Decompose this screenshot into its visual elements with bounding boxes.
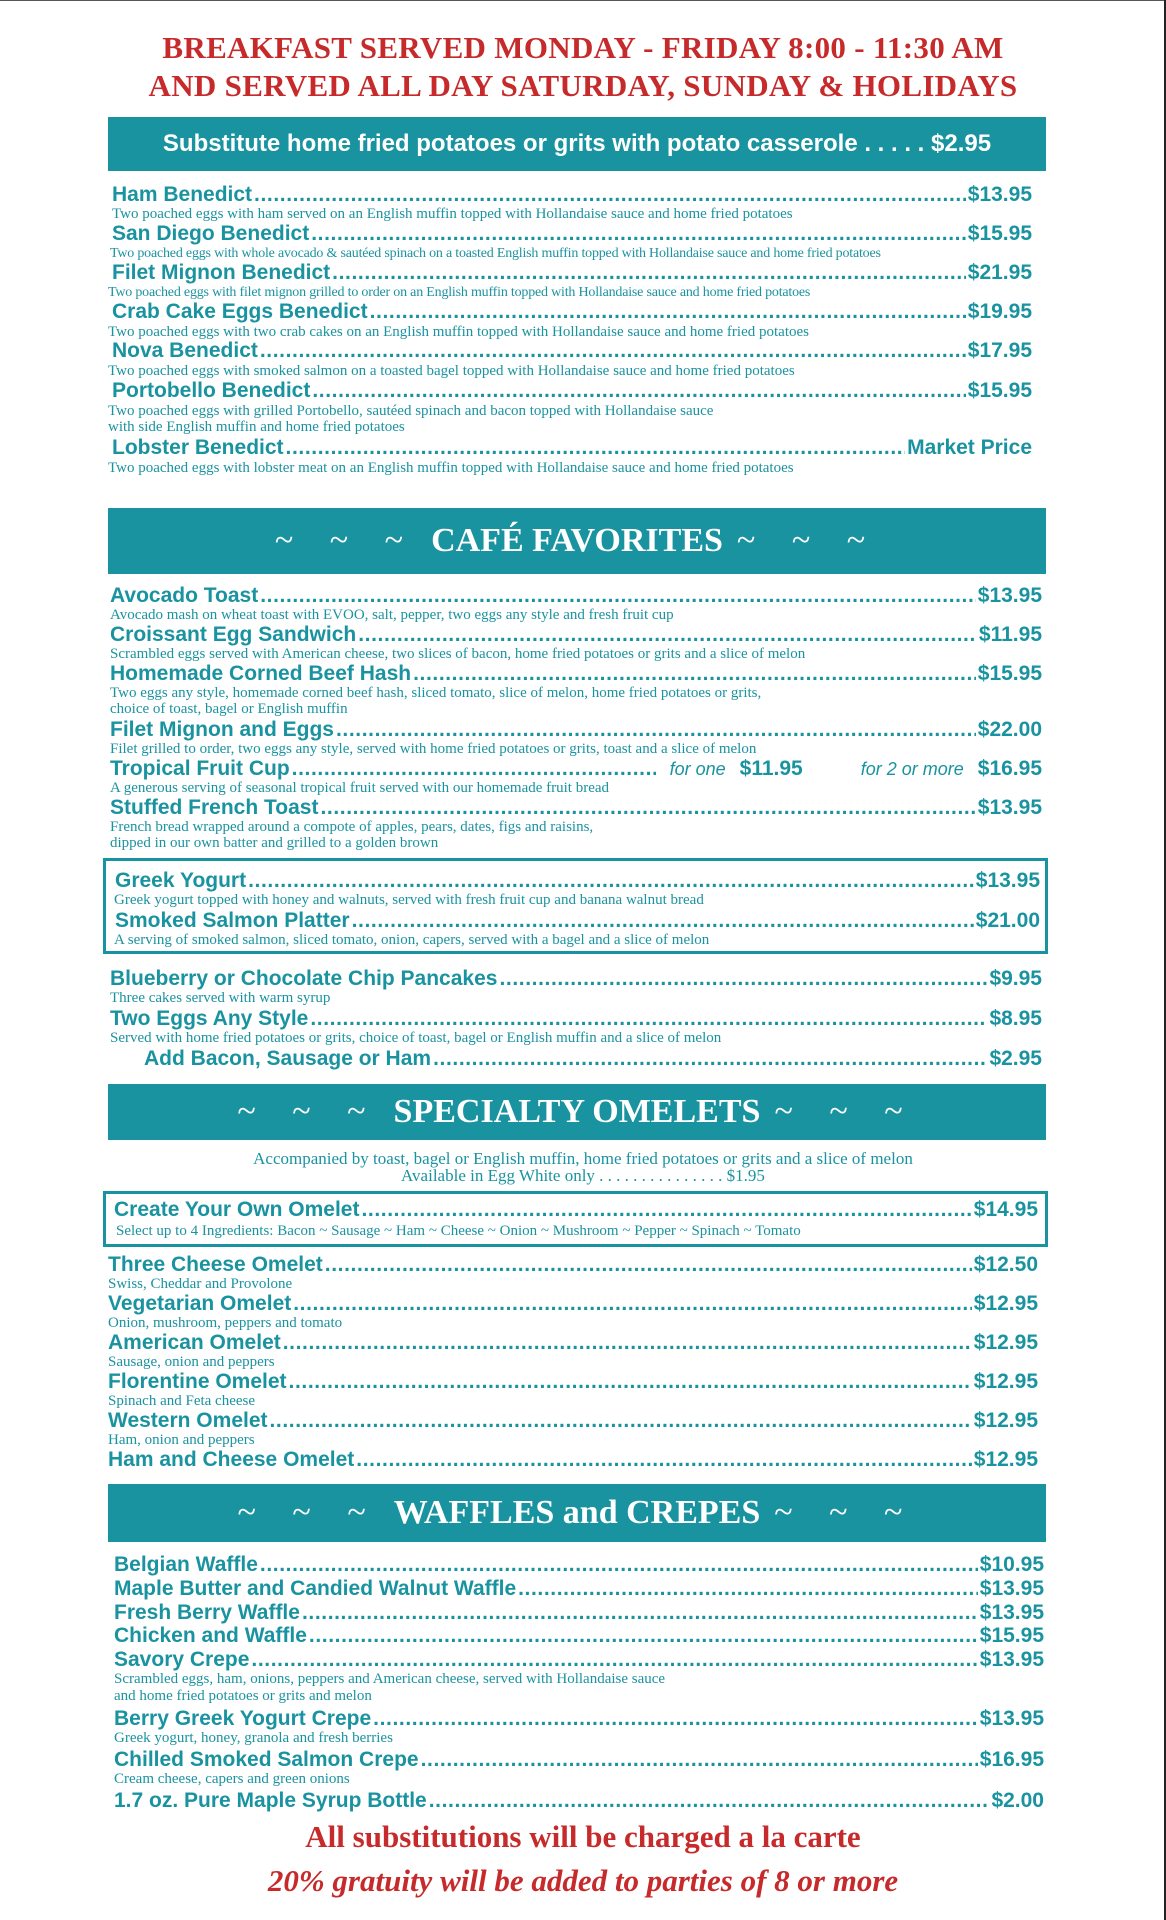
- menu-item: [108, 1369, 1038, 1395]
- egg-white-note: Available in Egg White only . . . . . . . . . . . . . . . $1.95: [401, 1166, 765, 1185]
- item-description: Spinach and Feta cheese: [108, 1393, 256, 1409]
- item-price: $22.00: [977, 718, 1042, 741]
- item-price: $8.95: [989, 1007, 1042, 1030]
- substitute-banner: Substitute home fried potatoes or grits with potato casserole . . . . . $2.95: [108, 117, 1046, 171]
- item-name: Ham Benedict: [112, 183, 253, 206]
- menu-item: [108, 1330, 1038, 1356]
- item-name: Avocado Toast: [110, 584, 259, 607]
- item-description: Swiss, Cheddar and Provolone: [108, 1276, 293, 1292]
- item-description: Sausage, onion and peppers: [108, 1354, 275, 1370]
- item-name: Ham and Cheese Omelet: [108, 1448, 355, 1471]
- item-price: $13.95: [967, 183, 1032, 206]
- section-title: WAFFLES and CREPES: [393, 1494, 761, 1531]
- menu-item: [110, 1006, 1042, 1032]
- item-description: Onion, mushroom, peppers and tomato: [108, 1315, 343, 1331]
- item-name: Add Bacon, Sausage or Ham: [144, 1047, 432, 1070]
- item-price: $13.95: [977, 584, 1042, 607]
- section-title: SPECIALTY OMELETS: [393, 1093, 761, 1130]
- item-name: Chilled Smoked Salmon Crepe: [114, 1748, 419, 1771]
- item-name: Nova Benedict: [112, 339, 258, 362]
- menu-item: [112, 260, 1032, 286]
- item-price: $19.95: [967, 300, 1032, 323]
- item-description: Filet grilled to order, two eggs any style, served with home fried potatoes or grits, toast and a slice of melon: [110, 741, 757, 757]
- menu-item: [110, 756, 1042, 782]
- item-price: $16.95: [979, 1748, 1044, 1771]
- item-price: $13.95: [975, 869, 1040, 892]
- menu-item: [112, 221, 1032, 247]
- size-label: for 2 or more: [860, 759, 964, 779]
- menu-item: [115, 908, 1040, 934]
- item-name: Two Eggs Any Style: [110, 1007, 309, 1030]
- item-price: $2.00: [991, 1789, 1044, 1812]
- item-description: Select up to 4 Ingredients: Bacon ~ Sausage ~ Ham ~ Cheese ~ Onion ~ Mushroom ~ Pepper ~ Spinach ~ Tomato: [116, 1223, 801, 1239]
- item-name: Berry Greek Yogurt Crepe: [114, 1707, 372, 1730]
- item-name: Three Cheese Omelet: [108, 1253, 323, 1276]
- item-name: Western Omelet: [108, 1409, 268, 1432]
- item-name: Belgian Waffle: [114, 1553, 258, 1576]
- menu-item: [114, 1647, 1044, 1673]
- item-price: $21.00: [975, 909, 1040, 932]
- menu-item: [114, 1197, 1038, 1223]
- size-label: for one: [669, 759, 726, 779]
- item-description: Two poached eggs with filet mignon grilled to order on an English muffin topped with Hollandaise sauce and home fried potatoes: [108, 285, 811, 300]
- item-price: $11.95: [978, 623, 1042, 646]
- menu-item: [115, 868, 1040, 894]
- item-name: Savory Crepe: [114, 1648, 250, 1671]
- item-price: $12.50: [973, 1253, 1038, 1276]
- omelet-note: Accompanied by toast, bagel or English muffin, home fried potatoes or grits and a slice of melon: [253, 1149, 913, 1168]
- menu-item: [110, 661, 1042, 687]
- item-price: $12.95: [973, 1331, 1038, 1354]
- item-price: $10.95: [979, 1553, 1044, 1576]
- menu-item: [112, 435, 1032, 461]
- item-price: $13.95: [979, 1601, 1044, 1624]
- item-description: Greek yogurt, honey, granola and fresh berries: [114, 1730, 393, 1746]
- item-description: Avocado mash on wheat toast with EVOO, salt, pepper, two eggs any style and fresh fruit cup: [110, 607, 674, 623]
- item-description: Served with home fried potatoes or grits, choice of toast, bagel or English muffin and a slice of melon: [110, 1030, 722, 1046]
- item-description: Two poached eggs with grilled Portobello, sautéed spinach and bacon topped with Hollandaise sauce: [108, 403, 714, 419]
- menu-item: [108, 1252, 1038, 1278]
- item-description: Two poached eggs with whole avocado & sautéed spinach on a toasted English muffin topped with Hollandaise sauce and home fried potatoes: [110, 246, 881, 261]
- menu-item: [112, 182, 1032, 208]
- menu-item: [108, 1291, 1038, 1317]
- item-price: $15.95: [977, 662, 1042, 685]
- item-name: Tropical Fruit Cup: [110, 757, 290, 780]
- item-description: Ham, onion and peppers: [108, 1432, 255, 1448]
- item-price: $15.95: [979, 1624, 1044, 1647]
- menu-item: [110, 717, 1042, 743]
- item-name: Stuffed French Toast: [110, 796, 319, 819]
- menu-item: [110, 622, 1042, 648]
- section-header-cafe: ~ ~ ~ CAFÉ FAVORITES ~ ~ ~: [108, 508, 1046, 574]
- section-header-waffles: ~ ~ ~ WAFFLES and CREPES ~ ~ ~: [108, 1484, 1046, 1542]
- hours-line-2: AND SERVED ALL DAY SATURDAY, SUNDAY & HOLIDAYS: [148, 68, 1018, 103]
- item-price: $12.95: [973, 1448, 1038, 1471]
- item-name: Florentine Omelet: [108, 1370, 287, 1393]
- item-description: Two poached eggs with ham served on an English muffin topped with Hollandaise sauce and home fried potatoes: [112, 206, 793, 222]
- item-name: 1.7 oz. Pure Maple Syrup Bottle: [114, 1789, 427, 1812]
- item-price: $12.95: [973, 1370, 1038, 1393]
- menu-item-addon: [144, 1046, 1042, 1072]
- item-price: $15.95: [967, 222, 1032, 245]
- top-border: [0, 0, 1166, 1]
- substitution-notice: All substitutions will be charged a la carte: [305, 1819, 861, 1854]
- item-description: Two poached eggs with lobster meat on an English muffin topped with Hollandaise sauce and home fried potatoes: [108, 460, 794, 476]
- menu-item: [112, 378, 1032, 404]
- item-price: $13.95: [979, 1707, 1044, 1730]
- item-description: Scrambled eggs served with American cheese, two slices of bacon, home fried potatoes or grits and a slice of melon: [110, 646, 806, 662]
- item-price: $11.95: [739, 757, 803, 780]
- menu-item: [114, 1552, 1044, 1578]
- menu-item: [114, 1747, 1044, 1773]
- item-price: $13.95: [979, 1577, 1044, 1600]
- item-description-cont: dipped in our own batter and grilled to a golden brown: [110, 835, 439, 851]
- menu-item: [110, 795, 1042, 821]
- item-name: San Diego Benedict: [112, 222, 310, 245]
- item-name: Smoked Salmon Platter: [115, 909, 350, 932]
- section-header-omelets: ~ ~ ~ SPECIALTY OMELETS ~ ~ ~: [108, 1084, 1046, 1140]
- item-price: $15.95: [967, 379, 1032, 402]
- item-description: French bread wrapped around a compote of apples, pears, dates, figs and raisins,: [110, 819, 594, 835]
- item-price: $14.95: [973, 1198, 1038, 1221]
- item-name: Filet Mignon and Eggs: [110, 718, 334, 741]
- item-name: Chicken and Waffle: [114, 1624, 307, 1647]
- item-description: Greek yogurt topped with honey and walnuts, served with fresh fruit cup and banana walnut bread: [114, 892, 704, 908]
- item-name: Vegetarian Omelet: [108, 1292, 292, 1315]
- item-name: Filet Mignon Benedict: [112, 261, 331, 284]
- item-price: $16.95: [977, 757, 1042, 780]
- menu-item: [114, 1706, 1044, 1732]
- item-description-cont: choice of toast, bagel or English muffin: [110, 701, 348, 717]
- item-description-cont: and home fried potatoes or grits and melon: [114, 1688, 372, 1704]
- item-description-cont: with side English muffin and home fried potatoes: [108, 419, 405, 435]
- item-name: Crab Cake Eggs Benedict: [112, 300, 368, 323]
- item-name: Croissant Egg Sandwich: [110, 623, 357, 646]
- item-price: $13.95: [977, 796, 1042, 819]
- item-name: Create Your Own Omelet: [114, 1198, 360, 1221]
- item-price: $21.95: [967, 261, 1032, 284]
- menu-item: [114, 1623, 1044, 1649]
- item-price: Market Price: [907, 436, 1032, 459]
- menu-item: [110, 966, 1042, 992]
- item-description: A serving of smoked salmon, sliced tomato, onion, capers, served with a bagel and a slice of melon: [114, 932, 710, 948]
- menu-item: [108, 1408, 1038, 1434]
- gratuity-notice: 20% gratuity will be added to parties of 8 or more: [267, 1863, 899, 1898]
- item-name: American Omelet: [108, 1331, 281, 1354]
- menu-item: [112, 338, 1032, 364]
- item-name: Lobster Benedict: [112, 436, 284, 459]
- menu-item: [114, 1788, 1044, 1814]
- item-name: Blueberry or Chocolate Chip Pancakes: [110, 967, 498, 990]
- item-name: Portobello Benedict: [112, 379, 311, 402]
- menu-item: [114, 1576, 1044, 1602]
- item-price: $12.95: [973, 1292, 1038, 1315]
- item-description: Two poached eggs with smoked salmon on a toasted bagel topped with Hollandaise sauce and home fried potatoes: [108, 363, 795, 379]
- menu-item: [112, 299, 1032, 325]
- item-description: A generous serving of seasonal tropical fruit served with our homemade fruit bread: [110, 780, 610, 796]
- menu-item: [108, 1447, 1038, 1473]
- item-description: Two poached eggs with two crab cakes on an English muffin topped with Hollandaise sauce and home fried potatoes: [108, 324, 809, 340]
- item-description: Two eggs any style, homemade corned beef hash, sliced tomato, slice of melon, home fried potatoes or grits,: [110, 685, 762, 701]
- item-price: $2.95: [989, 1047, 1042, 1070]
- item-price: $13.95: [979, 1648, 1044, 1671]
- hours-line-1: BREAKFAST SERVED MONDAY - FRIDAY 8:00 - 11:30 AM: [162, 30, 1004, 65]
- item-price: $12.95: [973, 1409, 1038, 1432]
- item-description: Cream cheese, capers and green onions: [114, 1771, 350, 1787]
- item-name: Maple Butter and Candied Walnut Waffle: [114, 1577, 517, 1600]
- item-price: $17.95: [967, 339, 1032, 362]
- item-name: Fresh Berry Waffle: [114, 1601, 300, 1624]
- item-name: Greek Yogurt: [115, 869, 247, 892]
- item-name: Homemade Corned Beef Hash: [110, 662, 412, 685]
- menu-item: [110, 583, 1042, 609]
- section-title: CAFÉ FAVORITES: [431, 522, 723, 559]
- item-description: Scrambled eggs, ham, onions, peppers and American cheese, served with Hollandaise sauce: [114, 1671, 666, 1687]
- item-description: Three cakes served with warm syrup: [110, 990, 331, 1006]
- item-price: $9.95: [989, 967, 1042, 990]
